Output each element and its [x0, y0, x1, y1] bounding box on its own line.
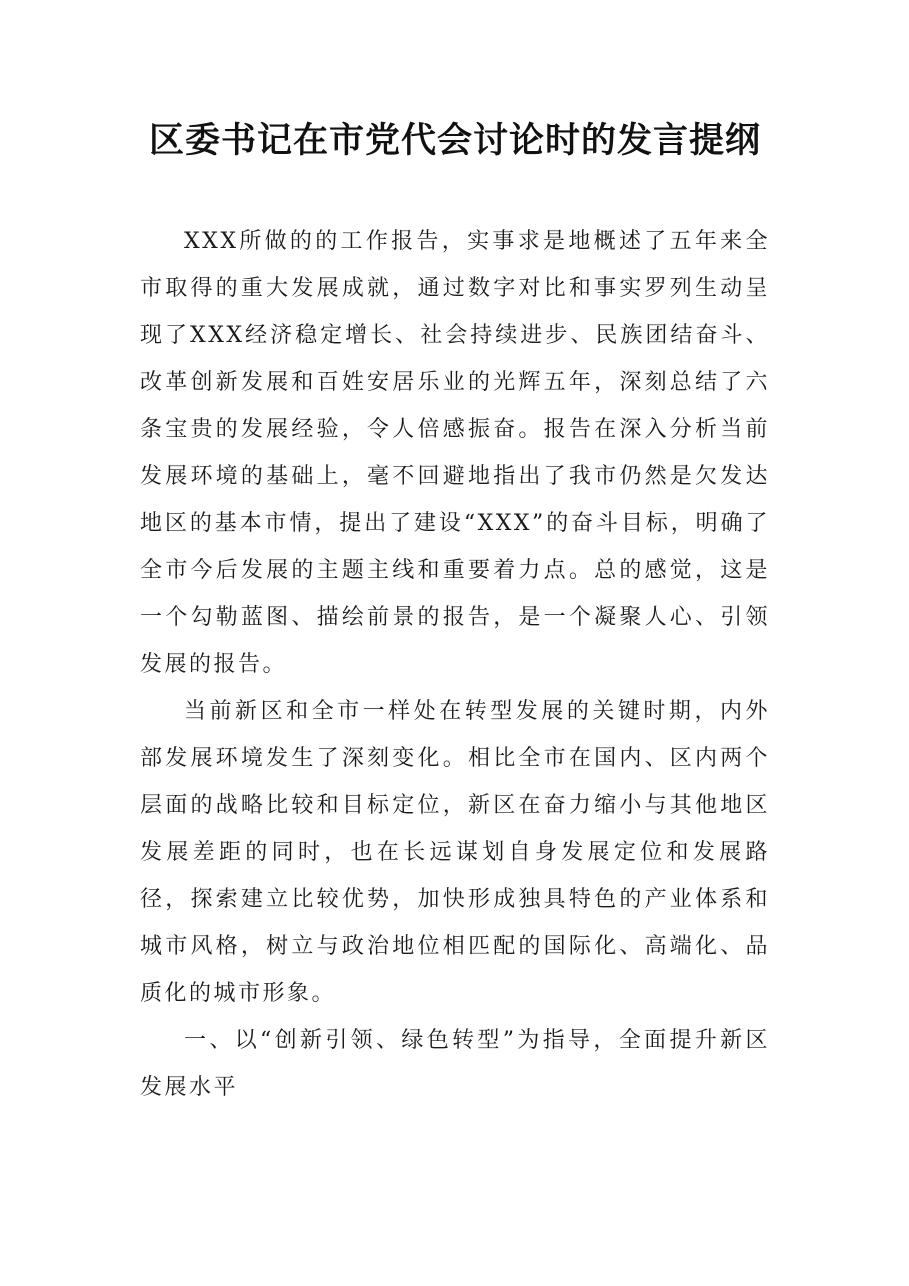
- document-body: [140, 218, 770, 1111]
- section-heading-one: 一、以“创新引领、绿色转型”为指导，全面提升新区发展水平: [140, 1028, 770, 1100]
- paragraph-report-review: XXX所做的的工作报告，实事求是地概述了五年来全市取得的重大发展成就，通过数字对比和事实罗列生动呈现了XXX经济稳定增长、社会持续进步、民族团结奋斗、改革创新发展和百姓安居乐业的光辉五年，深刻总结了六条宝贵的发展经验，令人倍感振奋。报告在深入分析当前发展环境的基础上，毫不回避地指出了我市仍然是欠发达地区的基本市情，提出了建设“XXX”的奋斗目标，明确了全市今后发展的主题主线和重要着力点。总的感觉，这是一个勾勒蓝图、描绘前景的报告，是一个凝聚人心、引领发展的报告。: [140, 229, 770, 677]
- document-title: 区委书记在市党代会讨论时的发言提纲: [148, 120, 761, 161]
- paragraph-new-district: 当前新区和全市一样处在转型发展的关键时期，内外部发展环境发生了深刻变化。相比全市在国内、区内两个层面的战略比较和目标定位，新区在奋力缩小与其他地区发展差距的同时，也在长远谋划自身发展定位和发展路径，探索建立比较优势，加快形成独具特色的产业体系和城市风格，树立与政治地位相匹配的国际化、高端化、品质化的城市形象。: [140, 699, 770, 1006]
